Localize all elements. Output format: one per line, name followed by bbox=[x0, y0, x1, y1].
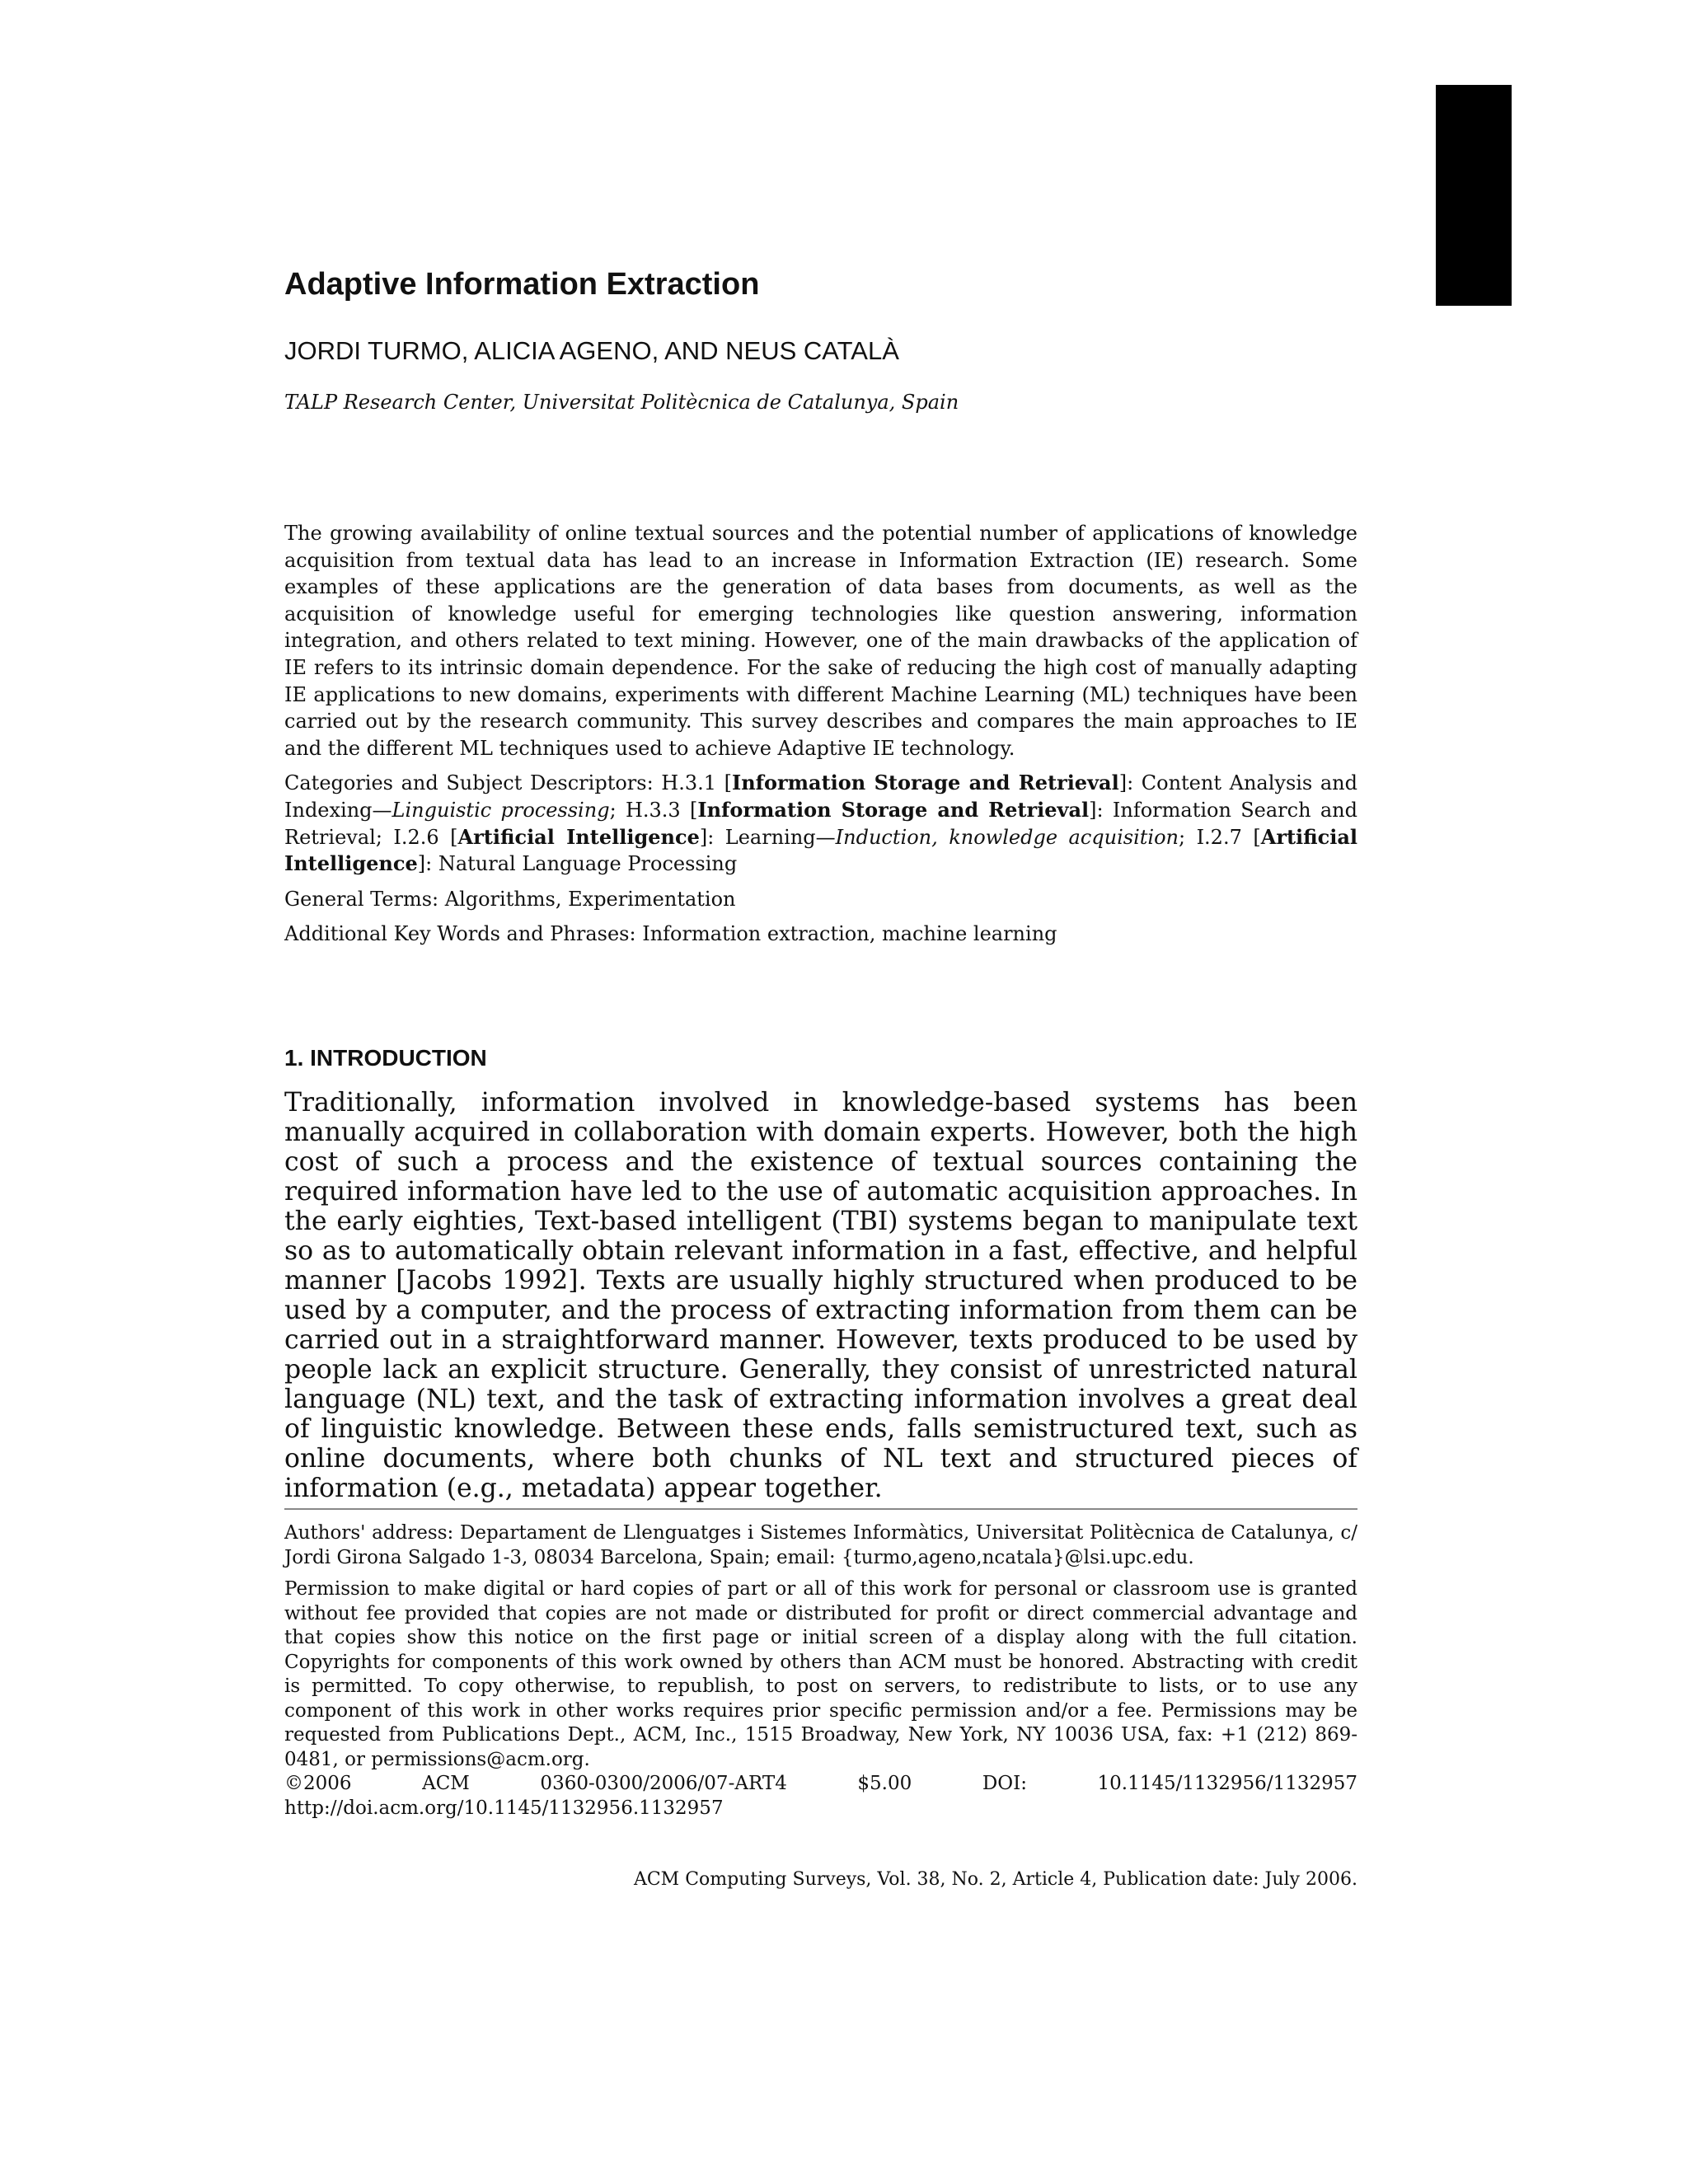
categories-text: ; H.3.3 [ bbox=[609, 798, 698, 822]
keywords: Additional Key Words and Phrases: Information extraction, machine learning bbox=[284, 922, 1057, 946]
abstract-text: The growing availability of online textual sources and the potential number of applications of knowledge acquisition from textual data has lead to an increase in Information Extraction (IE) research. Some examples of these applications are the generation of data bases from documents, as well as the acquisition of knowledge useful for emerging technologies like question answering, information integration, and others related to text mining. However, one of the main drawbacks of the application of IE refers to its intrinsic domain dependence. For the sake of reducing the high cost of manually adapting IE applications to new domains, experiments with different Machine Learning (ML) techniques have been carried out by the research community. This survey describes and compares the main approaches to IE and the different ML techniques used to achieve Adaptive IE technology. bbox=[284, 522, 1357, 760]
introduction-text: Traditionally, information involved in knowledge-based systems has been manually acquired in collaboration with domain experts. However, both the high cost of such a process and the existence of textual sources containing the required information have led to the use of automatic acquisition approaches. In the early eighties, Text-based intelligent (TBI) systems began to manipulate text so as to automatically obtain relevant information in a fast, effective, and helpful manner [Jacobs 1992]. Texts are usually highly structured when produced to be used by a computer, and the process of extracting information from them can be carried out in a straightforward manner. However, texts produced to be used by people lack an explicit structure. Generally, they consist of unrestricted natural language (NL) text, and the task of extracting information involves a great deal of linguistic knowledge. Between these ends, falls semistructured text, such as online documents, where both chunks of NL text and structured pieces of information (e.g., metadata) appear together. bbox=[284, 1088, 1357, 1503]
paper-affiliation: TALP Research Center, Universitat Politècnica de Catalunya, Spain bbox=[284, 391, 959, 414]
footnotes bbox=[284, 1521, 1357, 1828]
categories-bold-term: Artificial Intelligence bbox=[284, 824, 1358, 876]
categories-text: ]: Natural Language Processing bbox=[417, 852, 738, 876]
section-heading-introduction: 1. INTRODUCTION bbox=[284, 1045, 487, 1071]
categories-descriptors bbox=[284, 770, 1357, 877]
categories-text: ]: Content Analysis and Indexing— bbox=[284, 771, 1357, 822]
categories-text: ]: Information Search and Retrieval; I.2.6 [ bbox=[284, 798, 1357, 849]
categories-italic-term: Linguistic processing bbox=[392, 798, 610, 822]
categories-text: ]: Learning— bbox=[699, 825, 836, 849]
paper-title: Adaptive Information Extraction bbox=[284, 267, 760, 302]
copyright-notice: ©2006 ACM 0360-0300/2006/07-ART4 $5.00 DOI: 10.1145/1132956/1132957 http://doi.acm.org/10.1145/1132956.1132957 bbox=[284, 1773, 1357, 1819]
general-terms: General Terms: Algorithms, Experimentation bbox=[284, 887, 736, 911]
footnote-divider bbox=[284, 1508, 1357, 1510]
page-thumb-tab bbox=[1436, 85, 1512, 306]
categories-bold-term: Artificial Intelligence bbox=[457, 824, 700, 849]
categories-italic-term: Induction, knowledge acquisition bbox=[835, 825, 1179, 849]
permission-notice: Permission to make digital or hard copies of part or all of this work for personal or classroom use is granted without fee provided that copies are not made or distributed for profit or direct commercial advantage and that copies show this notice on the first page or initial screen of a display along with the full citation. Copyrights for components of this work owned by others than ACM must be honored. Abstracting with credit is permitted. To copy otherwise, to republish, to post on servers, to redistribute to lists, or to use any component of this work in other works requires prior specific permission and/or a fee. Permissions may be requested from Publications Dept., ACM, Inc., 1515 Broadway, New York, NY 10036 USA, fax: +1 (212) 869-0481, or permissions@acm.org. bbox=[284, 1578, 1357, 1770]
journal-footer: ACM Computing Surveys, Vol. 38, No. 2, Article 4, Publication date: July 2006. bbox=[633, 1869, 1357, 1890]
categories-bold-term: Information Storage and Retrieval bbox=[697, 797, 1090, 822]
categories-text: ; I.2.7 [ bbox=[1178, 825, 1261, 849]
paper-authors: JORDI TURMO, ALICIA AGENO, AND NEUS CATALÀ bbox=[284, 336, 899, 365]
categories-bold-term: Information Storage and Retrieval bbox=[732, 771, 1119, 795]
abstract-section bbox=[284, 520, 1357, 956]
authors-address: Authors' address: Departament de Llenguatges i Sistemes Informàtics, Universitat Politècnica de Catalunya, c/ Jordi Girona Salgado 1-3, 08034 Barcelona, Spain; email: {turmo,ageno,ncatala}@lsi.upc.edu. bbox=[284, 1522, 1357, 1568]
categories-text: Categories and Subject Descriptors: H.3.1 [ bbox=[284, 771, 732, 795]
